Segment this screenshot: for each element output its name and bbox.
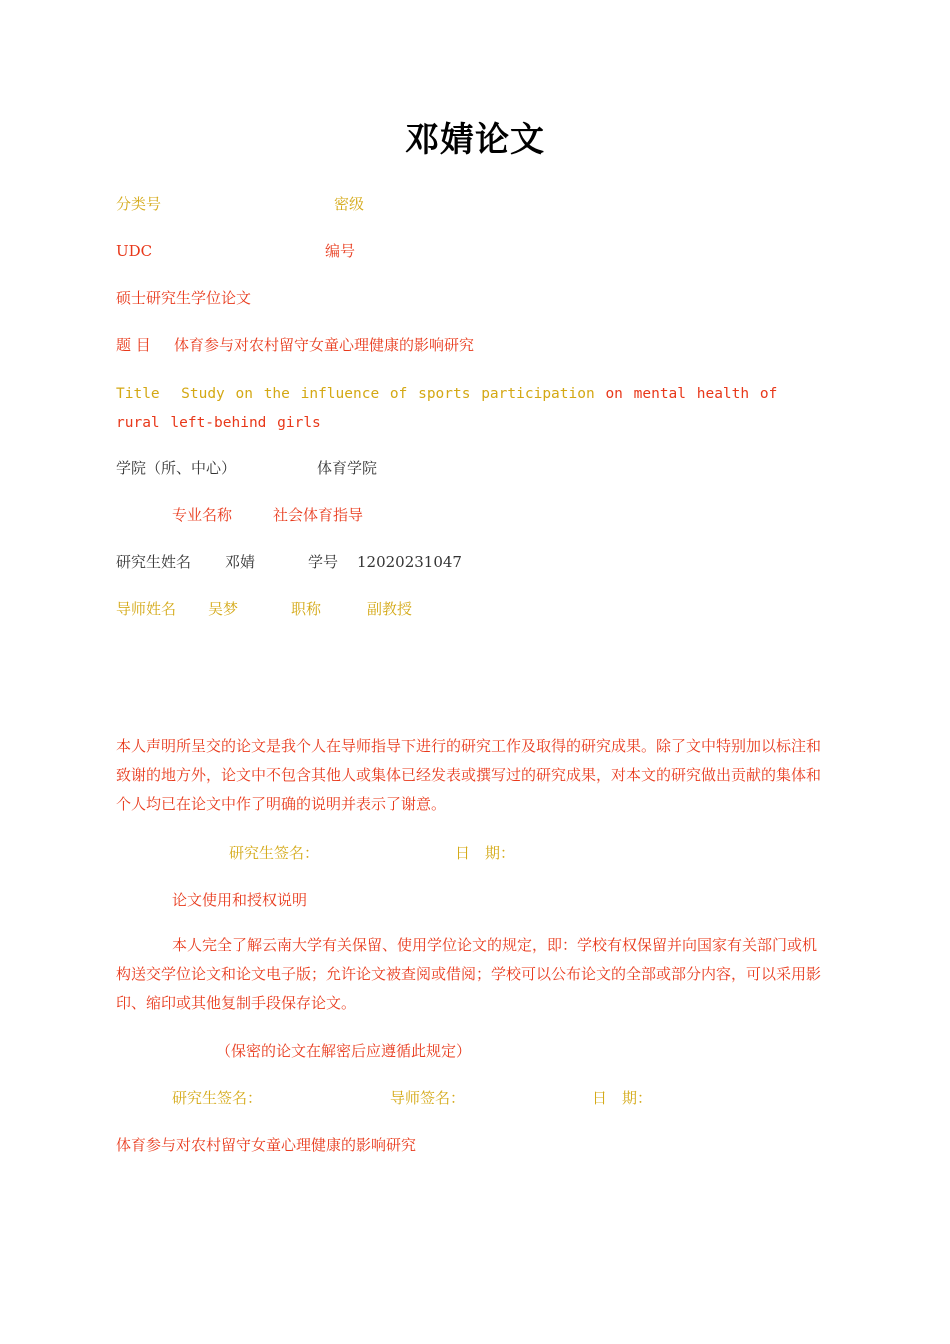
rank-value: 副教授	[367, 600, 413, 618]
authorization-note: （保密的论文在解密后应遵循此规定）	[216, 1042, 472, 1060]
english-title-label: Title	[116, 386, 160, 402]
student-id-value: 12020231047	[357, 553, 462, 571]
degree-type: 硕士研究生学位论文	[116, 289, 252, 307]
college-label: 学院（所、中心）	[116, 459, 237, 477]
authorization-text: 本人完全了解云南大学有关保留、使用学位论文的规定，即：学校有权保留并向国家有关部门或机构送交学位论文和论文电子版；允许论文被查阅或借阅；学校可以公布论文的全部或部分内容，可以采用影印、缩印或其他复制手段保存论文。	[116, 936, 822, 1012]
topic-value: 体育参与对农村留守女童心理健康的影响研究	[174, 336, 475, 354]
udc-label: UDC	[116, 242, 153, 260]
advisor-value: 吴梦	[208, 600, 239, 618]
number-label: 编号	[325, 242, 356, 260]
authorization-date-label: 日 期：	[592, 1089, 653, 1107]
document-title: 邓婧论文	[405, 120, 545, 160]
declaration-text: 本人声明所呈交的论文是我个人在导师指导下进行的研究工作及取得的研究成果。除了文中特别加以标注和致谢的地方外，论文中不包含其他人或集体已经发表或撰写过的研究成果，对本文的研究做出贡献的集体和个人均已在论文中作了明确的说明并表示了谢意。	[116, 737, 822, 813]
declaration-student-sign-label: 研究生签名：	[229, 844, 320, 862]
major-value: 社会体育指导	[273, 506, 364, 524]
secret-label: 密级	[334, 195, 365, 213]
student-id-label: 学号	[308, 553, 339, 571]
authorization-advisor-sign-label: 导师签名：	[390, 1089, 466, 1107]
student-label: 研究生姓名	[116, 553, 192, 571]
topic-label: 题 目	[116, 336, 151, 354]
advisor-label: 导师姓名	[116, 600, 177, 618]
authorization-student-sign-label: 研究生签名：	[172, 1089, 263, 1107]
major-label: 专业名称	[172, 506, 233, 524]
declaration-date-label: 日 期：	[455, 844, 516, 862]
rank-label: 职称	[291, 600, 322, 618]
authorization-heading: 论文使用和授权说明	[172, 891, 308, 909]
english-title	[116, 380, 830, 438]
student-value: 邓婧	[225, 553, 256, 571]
english-title-part2: on mental health of rural left-behind girls	[116, 386, 778, 431]
college-value: 体育学院	[317, 459, 378, 477]
class-label: 分类号	[116, 195, 162, 213]
english-title-part1: Study on the influence of sports participation	[181, 386, 595, 402]
footer-title: 体育参与对农村留守女童心理健康的影响研究	[116, 1136, 417, 1154]
